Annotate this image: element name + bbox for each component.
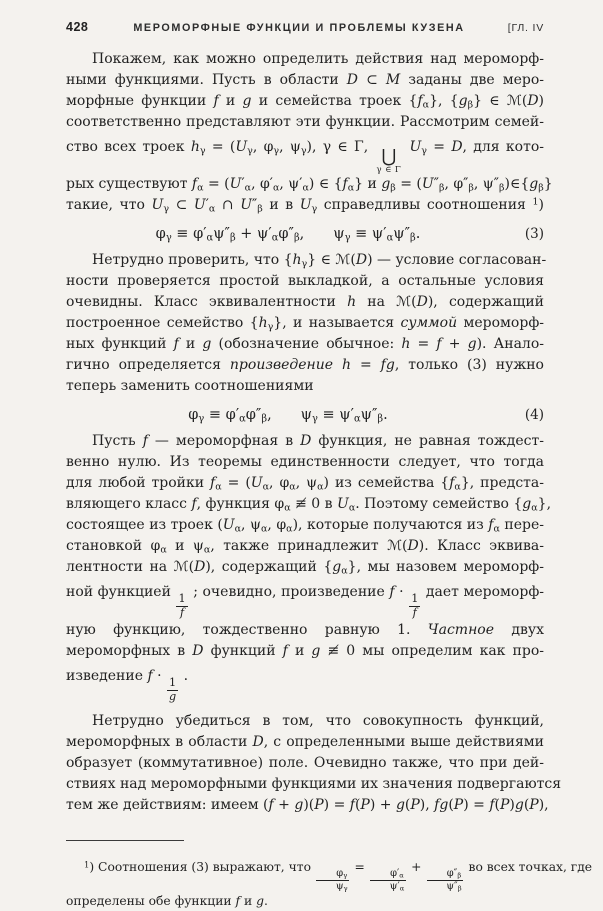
paragraph — [66, 431, 552, 704]
text-line: построенное семейство $\{h_\gamma\}$, и называется суммой мероморф- — [66, 315, 545, 333]
paragraph — [66, 250, 547, 397]
paragraph — [66, 711, 562, 816]
text-line: образует (коммутативное) поле. Очевидно также, что при дей- — [66, 754, 544, 771]
text-line: венно нулю. Из теоремы единственности следует, что тогда — [66, 454, 544, 471]
union-operator: ⋃ γ ∈ Γ — [376, 145, 402, 175]
chapter-label: [ГЛ. IV — [507, 22, 544, 34]
text-line: морфные функции f и g и семейства троек $\{f_\alpha\}$, $\{g_\beta\}$ ∈ ℳ(D) — [66, 93, 545, 111]
inline-fraction: $\frac{\varphi'_\alpha}{\psi'_\alpha}$ — [370, 868, 406, 892]
text-line: ствиях над мероморфными функциями их значения подвергаются — [66, 775, 562, 792]
text-line: соответственно представляют эти функции. Рассмотрим семей- — [66, 114, 544, 130]
text-line: мероморфных в области D, с определенными выше действиями — [66, 733, 545, 750]
inline-fraction: $\frac{1}{g}$ — [168, 676, 177, 704]
footnote-text — [66, 849, 593, 911]
text-line: тем же действиям: имеем (f + g)(P) = f(P) + g(P), fg(P) = f(P)g(P), — [66, 796, 549, 813]
inline-fraction: $\frac{\varphi_\gamma}{\psi_\gamma}$ — [316, 868, 350, 892]
paragraph — [66, 49, 553, 216]
text-line: ности проверяется простой выкладкой, а остальные условия — [66, 273, 544, 290]
equation-number: (3) — [524, 226, 544, 243]
footnote-rule — [66, 840, 184, 841]
text-line: ных функций f и g (обозначение обычное: h = f + g). Анало- — [66, 336, 544, 353]
text-line: такие, что $U_\gamma$ ⊂ $U'_\alpha$ ∩ $U''_\beta$ и в $U_\gamma$ справедливы соотношения $^1$) — [66, 196, 544, 215]
inline-fraction: $\frac{1}{f}$ — [178, 592, 186, 620]
text-line: очевидны. Класс эквивалентности h на ℳ(D), содержащий — [66, 294, 544, 311]
text-line: вляющего класс f, функция $\varphi_\alpha$ ≢ 0 в $U_\alpha$. Поэтому семейство $\{g_\alpha\}$, — [66, 496, 552, 514]
equation-number: (4) — [524, 407, 544, 424]
text-line: ство всех троек $h_\gamma = (U_\gamma$, $\varphi_\gamma$, $\psi_\gamma$), γ ∈ Γ, ⋃ γ ∈ Γ $U_\gamma = D$, для кото- — [66, 139, 545, 175]
text-line: становкой $\varphi_\alpha$ и $\psi_\alpha$, также принадлежит ℳ(D). Класс эквива- — [66, 538, 545, 556]
text-line: теперь заменить соотношениями — [66, 378, 314, 395]
text-line: Пусть f — мероморфная в D функция, не равная тождест- — [92, 433, 544, 450]
text-line: состоящее из троек ($U_\alpha$, $\psi_\alpha$, $\varphi_\alpha$), которые получаются из $f_\alpha$ пере- — [66, 517, 544, 535]
text-line: изведение f · $\frac{1}{g}$ . — [66, 668, 189, 704]
text-line: Нетрудно убедиться в том, что совокупность функций, — [92, 712, 544, 729]
display-formula — [66, 226, 544, 242]
formula-body: $\varphi_\gamma \equiv \varphi'_\alpha\psi''_\beta + \psi'_\alpha\varphi''_\beta$, $\psi_\gamma \equiv \psi'_\alpha\psi''_\beta$. — [155, 226, 421, 244]
text-line: мероморфных в D функций f и g ≢ 0 мы определим как про- — [66, 643, 544, 659]
page-body — [66, 49, 562, 816]
text-line: для любой тройки $f_\alpha = (U_\alpha$, $\varphi_\alpha$, $\psi_\alpha$) из семейства $\{f_\alpha\}$, предста- — [66, 475, 545, 493]
text-line: рых существуют $f_\alpha = (U'_\alpha$, $\varphi'_\alpha$, $\psi'_\alpha$) ∈ $\{f_\alpha\}$ и $g_\beta = (U''_\beta$, $\varphi''_\beta$, $\psi''_\beta)\in\{g_\beta\}$ — [66, 176, 553, 194]
text-line: лентности на ℳ(D), содержащий $\{g_\alpha\}$, мы назовем мероморф- — [66, 559, 544, 577]
text-line: ными функциями. Пусть в области D ⊂ M заданы две меро- — [66, 72, 545, 88]
text-line: $^1$) Соотношения (3) выражают, что $\frac{\varphi_\gamma}{\psi_\gamma}$ = $\frac{\varphi'_\alpha}{\psi'_\alpha}$ + $\frac{\varphi''_\beta}{\psi''_\beta}$ во всех точках, где — [84, 859, 593, 893]
running-title: МЕРОМОРФНЫЕ ФУНКЦИИ И ПРОБЛЕМЫ КУЗЕНА — [133, 22, 465, 34]
page-number: 428 — [66, 20, 89, 34]
formula-body: $\varphi_\gamma \equiv \varphi'_\alpha\varphi''_\beta$, $\psi_\gamma \equiv \psi'_\alpha\psi''_\beta$. — [188, 407, 388, 425]
text-line: Покажем, как можно определить действия над мероморф- — [92, 51, 544, 67]
text-line: ную функцию, тождественно равную 1. Частное двух — [66, 622, 544, 638]
union-icon: ⋃ — [381, 145, 397, 167]
text-line: ной функцией $\frac{1}{f}$ ; очевидно, произведение f · $\frac{1}{f}$ дает мероморф- — [66, 584, 545, 620]
running-head — [66, 20, 544, 34]
text-line: определены обе функции f и g. — [66, 893, 268, 908]
footnote — [66, 840, 593, 911]
text-line: Нетрудно проверить, что $\{h_\gamma\}$ ∈ ℳ(D) — условие согласован- — [92, 252, 547, 270]
display-formula — [66, 407, 544, 423]
inline-fraction: $\frac{\varphi''_\beta}{\psi''_\beta}$ — [426, 868, 463, 892]
inline-fraction: $\frac{1}{f}$ — [411, 592, 419, 620]
text-line: гично определяется произведение h = fg, только (3) нужно — [66, 357, 544, 374]
